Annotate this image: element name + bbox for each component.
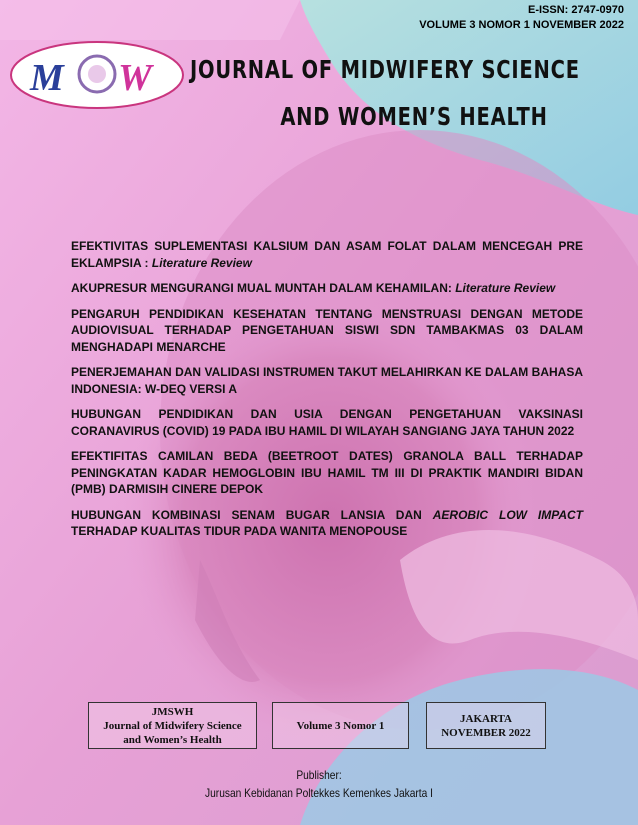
eissn-text: E-ISSN: 2747-0970 xyxy=(528,4,624,16)
volume-line: VOLUME 3 NOMOR 1 NOVEMBER 2022 xyxy=(419,19,624,31)
journal-abbrev-box xyxy=(88,702,257,749)
journal-name-line2: and Women’s Health xyxy=(123,733,222,746)
journal-name-line1: Journal of Midwifery Science xyxy=(103,719,242,732)
article-title: EFEKTIVITAS SUPLEMENTASI KALSIUM DAN ASAM FOLAT DALAM MENCEGAH PRE EKLAMPSIA : Literature Review xyxy=(71,239,583,270)
article-title: HUBUNGAN KOMBINASI SENAM BUGAR LANSIA DAN AEROBIC LOW IMPACT TERHADAP KUALITAS TIDUR PADA WANITA MENOPOUSE xyxy=(71,507,584,538)
svg-text:M: M xyxy=(30,57,64,99)
place-date-box xyxy=(426,702,546,749)
article-title: EFEKTIFITAS CAMILAN BEDA (BEETROOT DATES) GRANOLA BALL TERHADAP PENINGKATAN KADAR HEMOGLOBIN IBU HAMIL TM III DI PRAKTIK MANDIRI BIDAN (PMB) DARMISIH CINERE DEPOK xyxy=(71,449,583,496)
article-title: AKUPRESUR MENGURANGI MUAL MUNTAH DALAM KEHAMILAN: Literature Review xyxy=(71,281,556,295)
publisher-label: Publisher: xyxy=(296,768,342,782)
journal-abbrev: JMSWH xyxy=(151,705,194,718)
svg-text:W: W xyxy=(118,57,152,99)
journal-title-line1: JOURNAL OF MIDWIFERY SCIENCE xyxy=(190,55,580,84)
volume-number: Volume 3 Nomor 1 xyxy=(296,719,385,732)
article-title: PENERJEMAHAN DAN VALIDASI INSTRUMEN TAKUT MELAHIRKAN KE DALAM BAHASA INDONESIA: W-DEQ VERSI A xyxy=(71,365,583,396)
place-text: JAKARTA xyxy=(460,712,512,725)
issn-block xyxy=(419,3,624,33)
date-text: NOVEMBER 2022 xyxy=(441,726,531,739)
article-title: HUBUNGAN PENDIDIKAN DAN USIA DENGAN PENGETAHUAN VAKSINASI CORANAVIRUS (COVID) 19 PADA IBU HAMIL DI WILAYAH SANGIANG JAYA TAHUN 2022 xyxy=(71,407,583,438)
publisher-name: Jurusan Kebidanan Poltekkes Kemenkes Jakarta I xyxy=(205,786,433,800)
volume-box xyxy=(272,702,409,749)
journal-logo xyxy=(8,40,186,110)
journal-title-line2: AND WOMEN’S HEALTH xyxy=(280,102,548,131)
article-title: PENGARUH PENDIDIKAN KESEHATAN TENTANG MENSTRUASI DENGAN METODE AUDIOVISUAL TERHADAP PENGETAHUAN SISWI SDN TAMBAKMAS 03 DALAM MENGHADAPI MENARCHE xyxy=(71,306,583,354)
article-list xyxy=(71,238,583,549)
